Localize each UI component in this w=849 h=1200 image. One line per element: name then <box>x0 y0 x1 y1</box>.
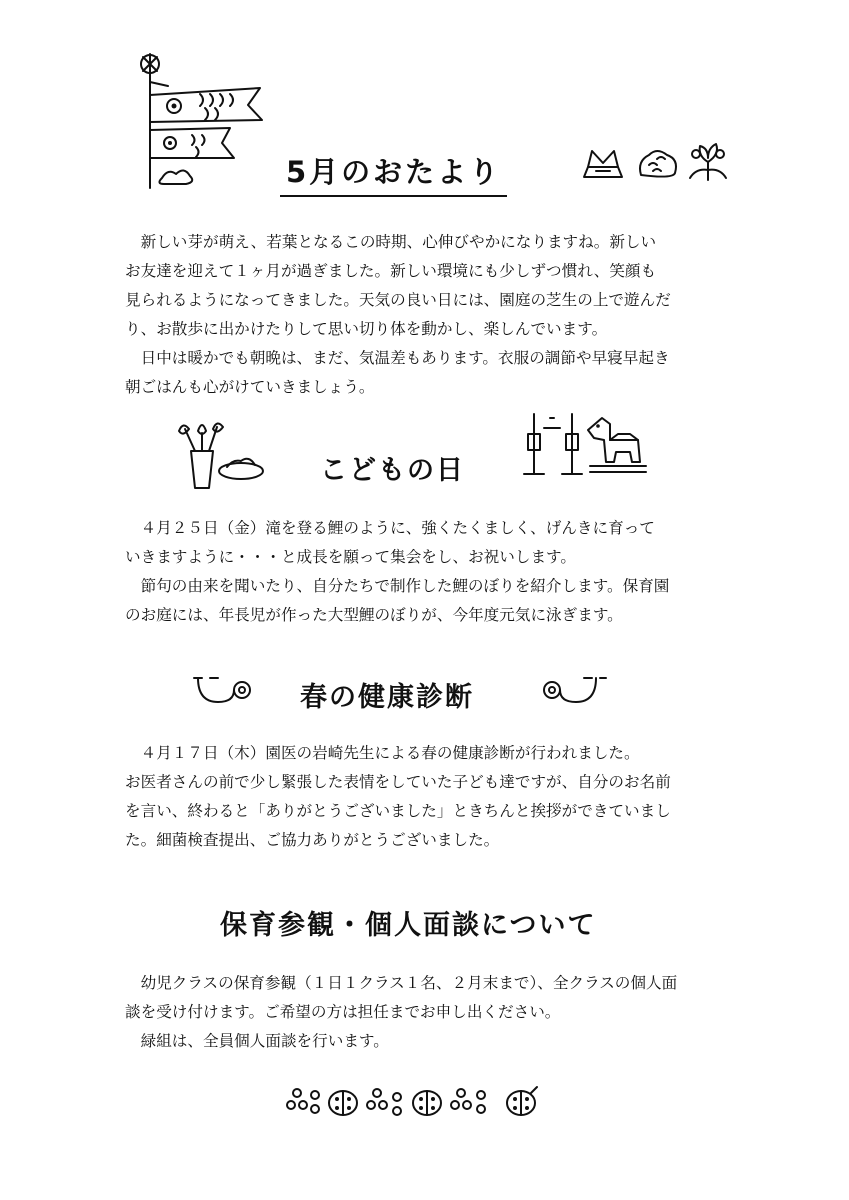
kodomo-line: のお庭には、年長児が作った大型鯉のぼりが、今年度元気に泳ぎます。 <box>125 606 623 624</box>
intro-line: 新しい芽が萌え、若葉となるこの時期、心伸びやかになりますね。新しい <box>125 233 657 251</box>
kenko-line: た。細菌検査提出、ご協力ありがとうございました。 <box>125 831 500 849</box>
kodomo-line: いきますように・・・と成長を願って集会をし、お祝いします。 <box>125 548 576 566</box>
kabuto-helmet-icon <box>578 145 628 185</box>
section-title-kodomo: こどもの日 <box>320 455 465 486</box>
kenko-paragraph <box>125 739 735 855</box>
intro-line: お友達を迎えて１ヶ月が過ぎました。新しい環境にも少しずつ慣れ、笑顔も <box>125 262 657 280</box>
kenko-line: お医者さんの前で少し緊張した表情をしていた子ども達ですが、自分のお名前 <box>125 773 671 791</box>
sankan-line: 談を受け付けます。ご希望の方は担任までお申し出ください。 <box>125 1003 561 1021</box>
intro-line: り、お散歩に出かけたりして思い切り体を動かし、楽しんでいます。 <box>125 320 608 338</box>
intro-line: 日中は暖かでも朝晩は、まだ、気温差もあります。衣服の調節や早寝早起き <box>125 349 670 367</box>
kodomo-line: ４月２５日（金）滝を登る鯉のように、強くたくましく、げんきに育って <box>125 519 655 537</box>
section-title-kenko: 春の健康診断 <box>300 682 474 713</box>
flower-ladybug-border-icon <box>285 1083 555 1123</box>
iris-vase-icon <box>165 413 265 493</box>
newsletter-title: 5月のおたより <box>280 150 507 197</box>
sankan-line: 幼児クラスの保育参観（１日１クラス１名、２月末まで）、全クラスの個人面 <box>125 974 678 992</box>
koinobori-icon <box>130 50 280 195</box>
intro-line: 見られるようになってきました。天気の良い日には、園庭の芝生の上で遊んだ <box>125 291 671 309</box>
kodomo-line: 節句の由来を聞いたり、自分たちで制作した鯉のぼりを紹介します。保育園 <box>125 577 670 595</box>
intro-line: 朝ごはんも心がけていきましょう。 <box>125 378 375 396</box>
flower-bun-icon <box>635 145 680 185</box>
kodomo-paragraph <box>125 514 735 630</box>
iris-flower-icon <box>686 140 731 185</box>
sankan-line: 緑組は、全員個人面談を行います。 <box>125 1032 389 1050</box>
stethoscope-icon <box>190 672 260 712</box>
stethoscope-icon-right <box>540 672 610 712</box>
section-title-sankan: 保育参観・個人面談について <box>220 910 597 941</box>
kenko-line: ４月１７日（木）園医の岩崎先生による春の健康診断が行われました。 <box>125 744 640 762</box>
sankan-paragraph <box>125 969 735 1056</box>
kenko-line: を言い、終わると「ありがとうございました」ときちんと挨拶ができていまし <box>125 802 671 820</box>
toy-horse-icon <box>580 410 655 480</box>
intro-paragraph <box>125 228 735 402</box>
